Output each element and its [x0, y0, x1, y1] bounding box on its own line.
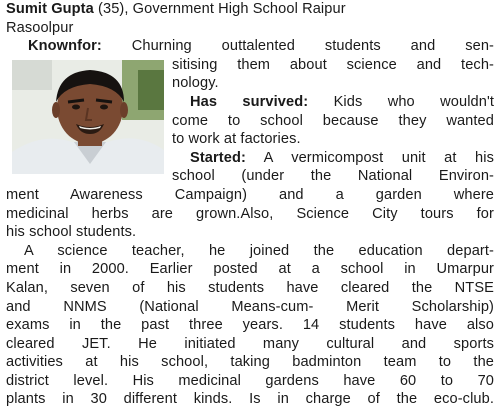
- known-for-line-2: sitising them about science and tech-: [172, 56, 494, 73]
- known-for-label: Knownfor:: [28, 38, 102, 55]
- known-for-line-1: [6, 37, 494, 56]
- portrait-photo: [12, 60, 164, 174]
- bio-line-6: cleared JET. He initiated many cultural and sports: [6, 335, 494, 352]
- person-school-1: (35), Government High School Raipur: [93, 1, 346, 17]
- person-photo-icon: [12, 60, 164, 174]
- started-line-1: [172, 149, 494, 168]
- known-for-line-3: nology.: [172, 75, 219, 92]
- has-survived-label: Has survived:: [190, 93, 309, 110]
- bio-line-8: district level. His medicinal gardens have 60 to 70: [6, 372, 494, 389]
- header-line-1: [6, 0, 494, 19]
- has-survived-text-1: Kids who wouldn't: [308, 93, 494, 110]
- header-line-2: Rasoolpur: [6, 19, 74, 36]
- bio-line-9: plants in 30 different kinds. Is in charge of the eco-club.: [6, 391, 494, 408]
- has-survived-line-1: [172, 93, 494, 112]
- bio-line-1: A science teacher, he joined the education depart-: [24, 242, 494, 259]
- started-line-2: school (under the National Environ-: [172, 168, 494, 185]
- bio-line-2: ment in 2000. Earlier posted at a school in Umarpur: [6, 261, 494, 278]
- bio-line-3: Kalan, seven of his students have cleared the NTSE: [6, 279, 494, 296]
- person-name: Sumit Gupta: [6, 1, 94, 17]
- started-line-4: medicinal herbs are grown.Also, Science City tours for: [6, 205, 494, 222]
- bio-line-4: and NNMS (National Means-cum- Merit Scholarship): [6, 298, 494, 315]
- started-line-3: ment Awareness Campaign) and a garden where: [6, 186, 494, 203]
- bio-line-5: exams in the past three years. 14 students have also: [6, 317, 494, 334]
- started-label: Started:: [190, 149, 246, 166]
- has-survived-line-2: come to school because they wanted: [172, 112, 494, 129]
- bio-line-7: activities at his school, taking badminton team to the: [6, 354, 494, 371]
- known-for-text-1: Churning outtalented students and sen-: [101, 38, 494, 55]
- started-text-1: A vermicompost unit at his: [245, 149, 494, 166]
- has-survived-line-3: to work at factories.: [172, 131, 301, 148]
- started-line-5: his school students.: [6, 224, 137, 241]
